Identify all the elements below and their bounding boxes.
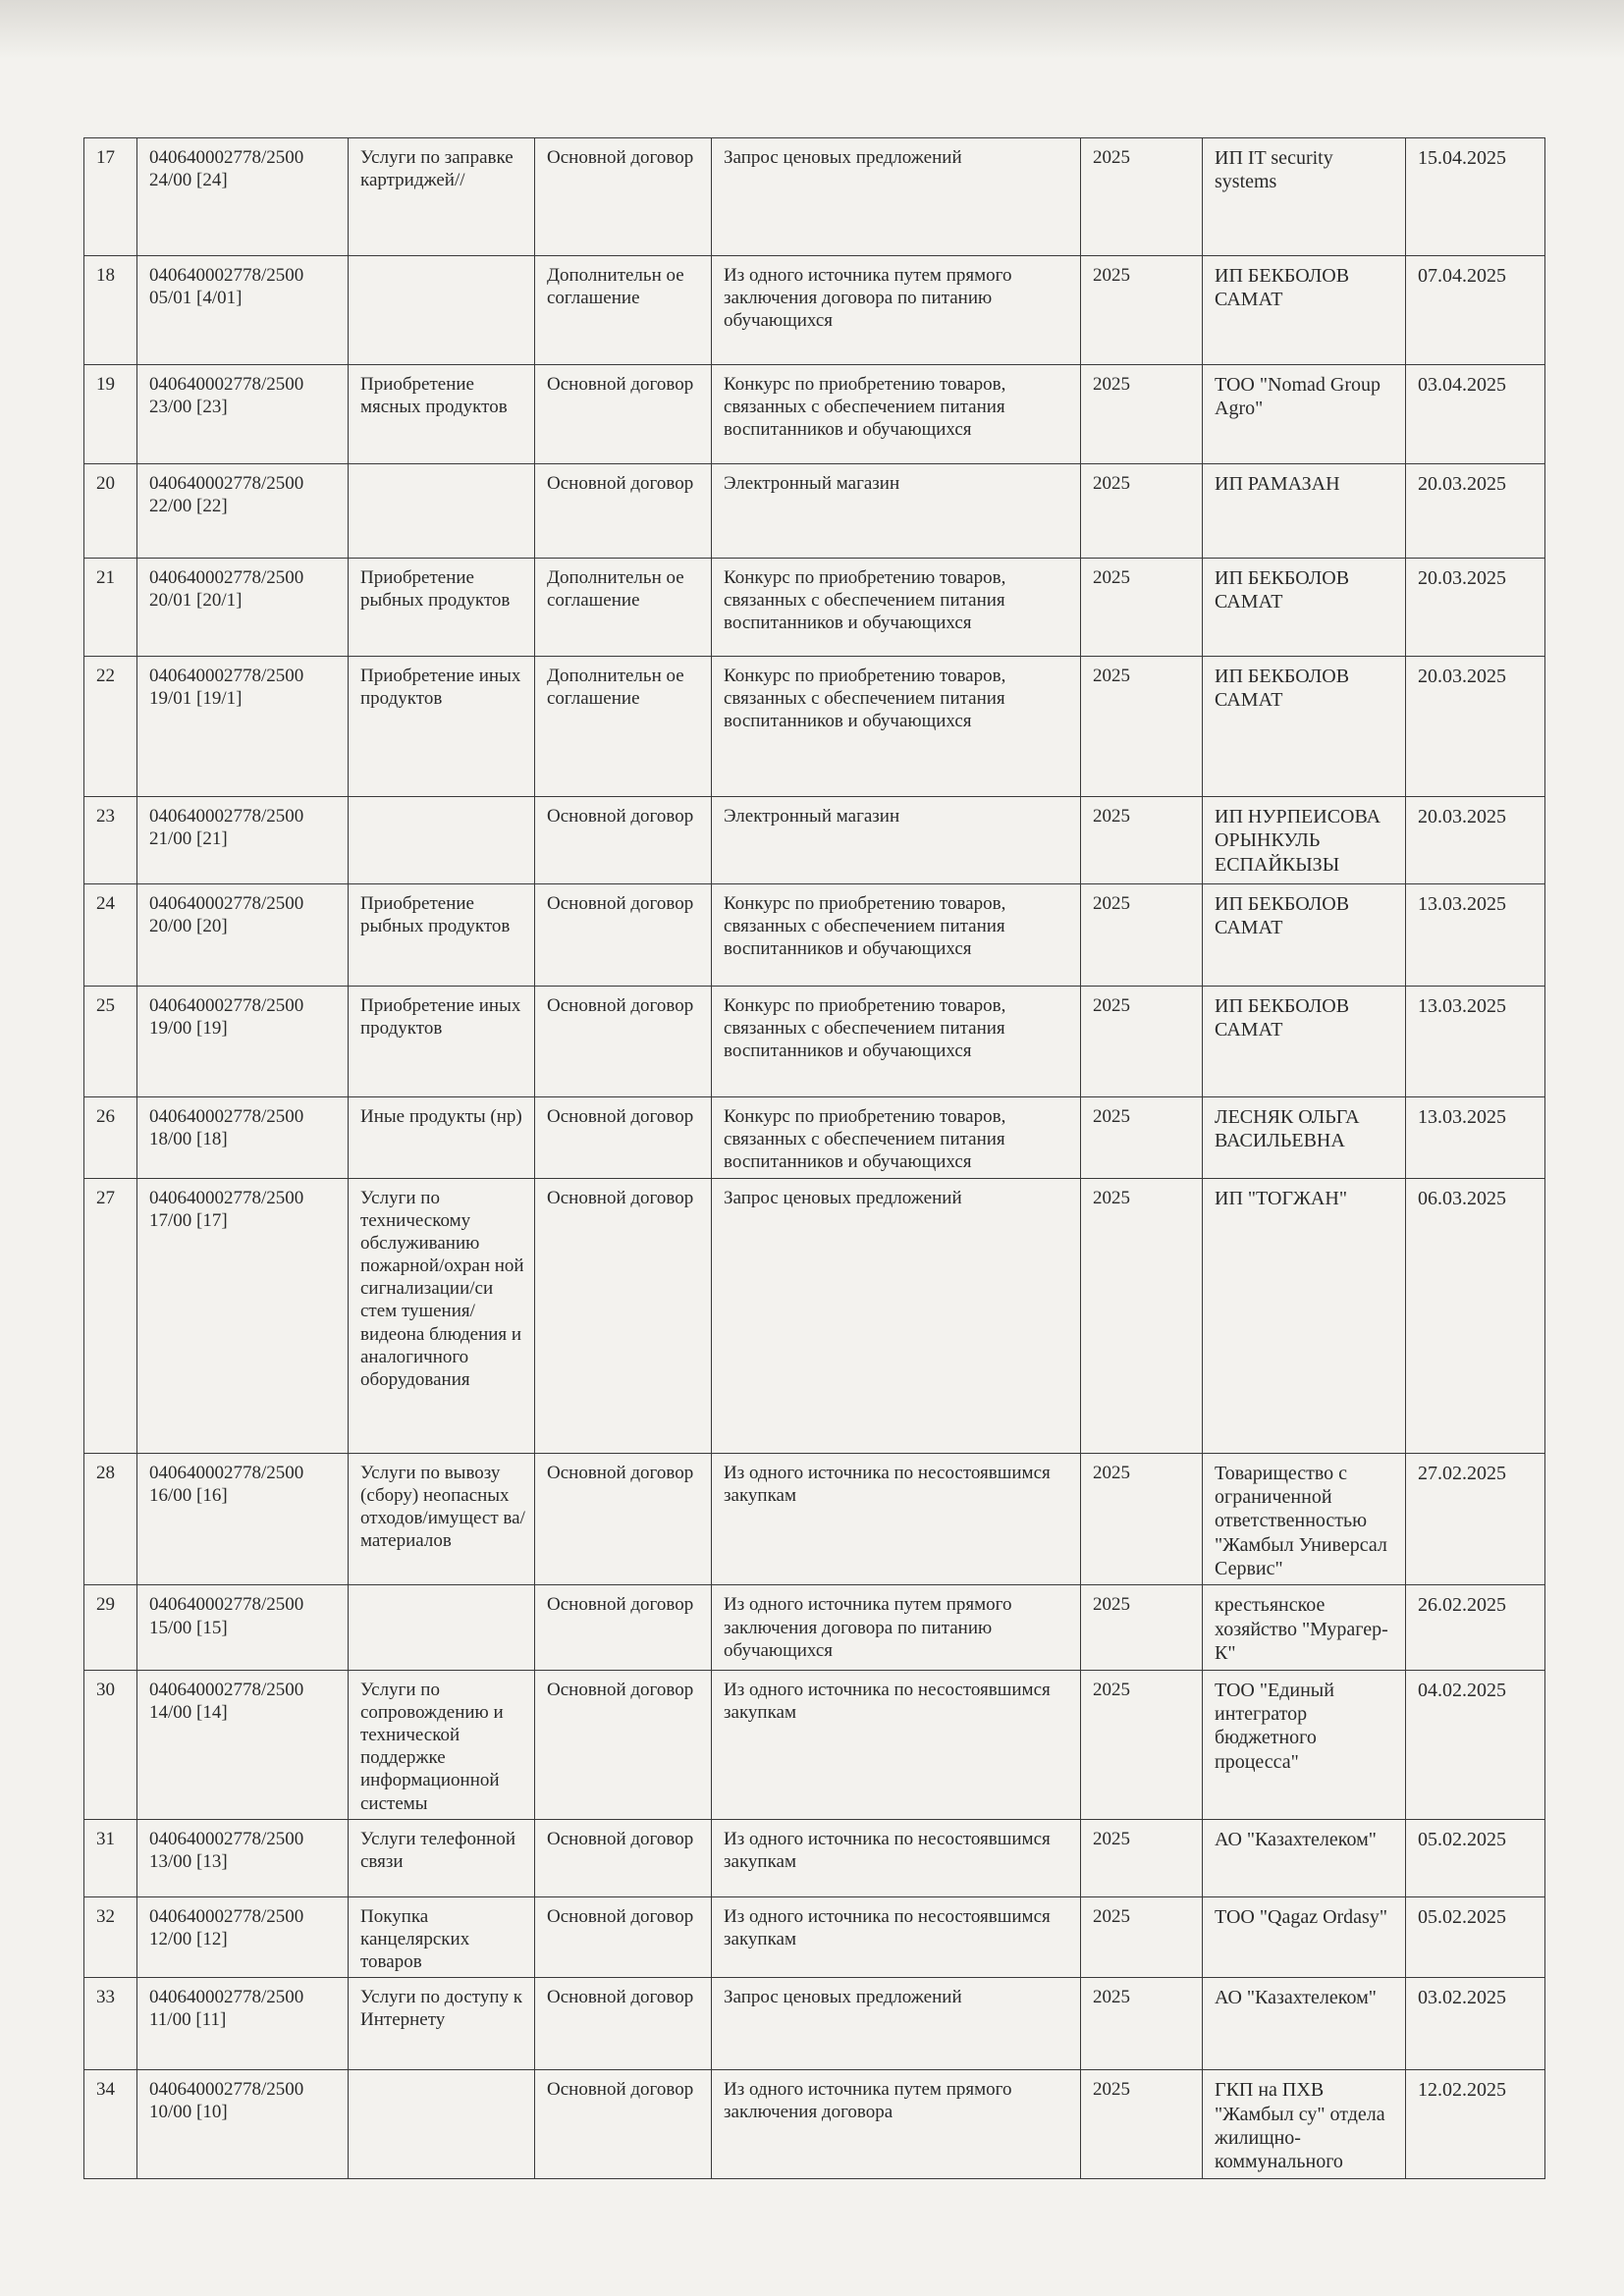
contract-year: 2025 [1081, 365, 1203, 464]
procurement-method: Конкурс по приобретению товаров, связанных с обеспечением питания воспитанников и обучающихся [712, 1097, 1081, 1179]
page-top-edge [0, 0, 1624, 59]
contract-date: 20.03.2025 [1406, 657, 1545, 797]
procurement-method: Электронный магазин [712, 464, 1081, 559]
contract-type: Основной договор [535, 1453, 712, 1585]
procurement-method: Конкурс по приобретению товаров, связанных с обеспечением питания воспитанников и обучающихся [712, 559, 1081, 657]
row-number: 33 [84, 1978, 137, 2070]
contract-date: 12.02.2025 [1406, 2070, 1545, 2179]
purchase-subject: Услуги по вывозу (сбору) неопасных отходов/имущест ва/материалов [349, 1453, 535, 1585]
contract-date: 20.03.2025 [1406, 797, 1545, 884]
contract-year: 2025 [1081, 1097, 1203, 1179]
supplier-name: ИП БЕКБОЛОВ САМАТ [1203, 559, 1406, 657]
supplier-name: ЛЕСНЯК ОЛЬГА ВАСИЛЬЕВНА [1203, 1097, 1406, 1179]
row-number: 29 [84, 1585, 137, 1670]
contract-date: 13.03.2025 [1406, 884, 1545, 987]
registration-number: 040640002778/2500 14/00 [14] [137, 1670, 349, 1819]
purchase-subject: Услуги по доступу к Интернету [349, 1978, 535, 2070]
supplier-name: ИП РАМАЗАН [1203, 464, 1406, 559]
procurement-method: Запрос ценовых предложений [712, 138, 1081, 256]
row-number: 25 [84, 987, 137, 1097]
registration-number: 040640002778/2500 21/00 [21] [137, 797, 349, 884]
registration-number: 040640002778/2500 05/01 [4/01] [137, 256, 349, 365]
contract-year: 2025 [1081, 1453, 1203, 1585]
contract-date: 06.03.2025 [1406, 1178, 1545, 1453]
contract-year: 2025 [1081, 797, 1203, 884]
contract-year: 2025 [1081, 1585, 1203, 1670]
row-number: 22 [84, 657, 137, 797]
registration-number: 040640002778/2500 11/00 [11] [137, 1978, 349, 2070]
supplier-name: ТОО "Qagaz Ordasy" [1203, 1896, 1406, 1978]
purchase-subject: Иные продукты (нр) [349, 1097, 535, 1179]
supplier-name: крестьянское хозяйство "Мурагер-К" [1203, 1585, 1406, 1670]
purchase-subject: Приобретение иных продуктов [349, 657, 535, 797]
contract-date: 05.02.2025 [1406, 1819, 1545, 1896]
contract-year: 2025 [1081, 559, 1203, 657]
registration-number: 040640002778/2500 18/00 [18] [137, 1097, 349, 1179]
contract-type: Дополнительн ое соглашение [535, 657, 712, 797]
table-row [84, 987, 1545, 1097]
supplier-name: ИП БЕКБОЛОВ САМАТ [1203, 256, 1406, 365]
purchase-subject: Услуги по заправке картриджей// [349, 138, 535, 256]
supplier-name: Товарищество с ограниченной ответственностью "Жамбыл Универсал Сервис" [1203, 1453, 1406, 1585]
contract-type: Дополнительн ое соглашение [535, 256, 712, 365]
supplier-name: ИП IT security systems [1203, 138, 1406, 256]
table-row [84, 884, 1545, 987]
contract-date: 04.02.2025 [1406, 1670, 1545, 1819]
procurement-method: Из одного источника по несостоявшимся закупкам [712, 1896, 1081, 1978]
contract-date: 13.03.2025 [1406, 987, 1545, 1097]
contract-type: Основной договор [535, 365, 712, 464]
supplier-name: ТОО "Nomad Group Agro" [1203, 365, 1406, 464]
contract-type: Основной договор [535, 1670, 712, 1819]
registration-number: 040640002778/2500 23/00 [23] [137, 365, 349, 464]
row-number: 26 [84, 1097, 137, 1179]
contract-date: 20.03.2025 [1406, 464, 1545, 559]
procurement-method: Конкурс по приобретению товаров, связанных с обеспечением питания воспитанников и обучающихся [712, 884, 1081, 987]
contract-year: 2025 [1081, 2070, 1203, 2179]
table-row [84, 797, 1545, 884]
contract-date: 27.02.2025 [1406, 1453, 1545, 1585]
purchase-subject [349, 256, 535, 365]
registration-number: 040640002778/2500 19/00 [19] [137, 987, 349, 1097]
procurement-method: Конкурс по приобретению товаров, связанных с обеспечением питания воспитанников и обучающихся [712, 987, 1081, 1097]
supplier-name: ИП НУРПЕИСОВА ОРЫНКУЛЬ ЕСПАЙКЫЗЫ [1203, 797, 1406, 884]
purchase-subject: Приобретение иных продуктов [349, 987, 535, 1097]
contract-type: Основной договор [535, 1896, 712, 1978]
registration-number: 040640002778/2500 16/00 [16] [137, 1453, 349, 1585]
table-row [84, 2070, 1545, 2179]
table-row [84, 256, 1545, 365]
row-number: 20 [84, 464, 137, 559]
contract-type: Основной договор [535, 1585, 712, 1670]
registration-number: 040640002778/2500 15/00 [15] [137, 1585, 349, 1670]
contract-year: 2025 [1081, 1819, 1203, 1896]
purchase-subject: Приобретение рыбных продуктов [349, 559, 535, 657]
row-number: 31 [84, 1819, 137, 1896]
procurement-method: Из одного источника по несостоявшимся закупкам [712, 1670, 1081, 1819]
contract-type: Основной договор [535, 1819, 712, 1896]
supplier-name: ИП БЕКБОЛОВ САМАТ [1203, 987, 1406, 1097]
contract-type: Основной договор [535, 138, 712, 256]
contract-year: 2025 [1081, 657, 1203, 797]
contract-year: 2025 [1081, 1178, 1203, 1453]
contract-date: 05.02.2025 [1406, 1896, 1545, 1978]
registration-number: 040640002778/2500 20/01 [20/1] [137, 559, 349, 657]
row-number: 21 [84, 559, 137, 657]
row-number: 27 [84, 1178, 137, 1453]
contract-date: 03.04.2025 [1406, 365, 1545, 464]
procurement-method: Конкурс по приобретению товаров, связанных с обеспечением питания воспитанников и обучающихся [712, 365, 1081, 464]
contract-date: 26.02.2025 [1406, 1585, 1545, 1670]
row-number: 18 [84, 256, 137, 365]
contract-year: 2025 [1081, 138, 1203, 256]
contract-date: 20.03.2025 [1406, 559, 1545, 657]
table-row [84, 1097, 1545, 1179]
table-row [84, 1896, 1545, 1978]
procurement-method: Из одного источника путем прямого заключения договора по питанию обучающихся [712, 256, 1081, 365]
purchase-subject: Услуги телефонной связи [349, 1819, 535, 1896]
purchase-subject: Услуги по сопровождению и технической поддержке информационной системы [349, 1670, 535, 1819]
contract-date: 15.04.2025 [1406, 138, 1545, 256]
row-number: 17 [84, 138, 137, 256]
registration-number: 040640002778/2500 12/00 [12] [137, 1896, 349, 1978]
table-row [84, 138, 1545, 256]
row-number: 23 [84, 797, 137, 884]
supplier-name: ИП БЕКБОЛОВ САМАТ [1203, 884, 1406, 987]
contract-type: Дополнительн ое соглашение [535, 559, 712, 657]
contract-date: 13.03.2025 [1406, 1097, 1545, 1179]
table-row [84, 1819, 1545, 1896]
supplier-name: ТОО "Единый интегратор бюджетного процесса" [1203, 1670, 1406, 1819]
contract-type: Основной договор [535, 797, 712, 884]
registration-number: 040640002778/2500 20/00 [20] [137, 884, 349, 987]
table-body [84, 138, 1545, 2179]
table-row [84, 1585, 1545, 1670]
table-row [84, 1670, 1545, 1819]
contract-type: Основной договор [535, 2070, 712, 2179]
contract-type: Основной договор [535, 884, 712, 987]
table-row [84, 464, 1545, 559]
procurement-method: Электронный магазин [712, 797, 1081, 884]
registration-number: 040640002778/2500 10/00 [10] [137, 2070, 349, 2179]
row-number: 34 [84, 2070, 137, 2179]
registration-number: 040640002778/2500 24/00 [24] [137, 138, 349, 256]
contract-year: 2025 [1081, 464, 1203, 559]
table-row [84, 559, 1545, 657]
purchase-subject: Услуги по техническому обслуживанию пожарной/охран ной сигнализации/си стем тушения/видеона блюдения и аналогичного оборудования [349, 1178, 535, 1453]
supplier-name: ГКП на ПХВ "Жамбыл су" отдела жилищно-коммунального [1203, 2070, 1406, 2179]
procurement-method: Из одного источника по несостоявшимся закупкам [712, 1453, 1081, 1585]
row-number: 32 [84, 1896, 137, 1978]
purchase-subject: Приобретение мясных продуктов [349, 365, 535, 464]
contract-year: 2025 [1081, 1978, 1203, 2070]
procurement-method: Из одного источника путем прямого заключения договора [712, 2070, 1081, 2179]
contract-type: Основной договор [535, 1178, 712, 1453]
supplier-name: ИП "ТОГЖАН" [1203, 1178, 1406, 1453]
supplier-name: АО "Казахтелеком" [1203, 1978, 1406, 2070]
procurement-method: Запрос ценовых предложений [712, 1178, 1081, 1453]
registration-number: 040640002778/2500 22/00 [22] [137, 464, 349, 559]
row-number: 19 [84, 365, 137, 464]
contracts-table [83, 137, 1545, 2179]
row-number: 30 [84, 1670, 137, 1819]
purchase-subject [349, 797, 535, 884]
contract-year: 2025 [1081, 884, 1203, 987]
table-row [84, 1453, 1545, 1585]
procurement-method: Конкурс по приобретению товаров, связанных с обеспечением питания воспитанников и обучающихся [712, 657, 1081, 797]
contract-type: Основной договор [535, 987, 712, 1097]
purchase-subject [349, 464, 535, 559]
supplier-name: ИП БЕКБОЛОВ САМАТ [1203, 657, 1406, 797]
purchase-subject: Приобретение рыбных продуктов [349, 884, 535, 987]
contract-year: 2025 [1081, 1670, 1203, 1819]
supplier-name: АО "Казахтелеком" [1203, 1819, 1406, 1896]
contract-type: Основной договор [535, 1097, 712, 1179]
procurement-method: Из одного источника путем прямого заключения договора по питанию обучающихся [712, 1585, 1081, 1670]
registration-number: 040640002778/2500 13/00 [13] [137, 1819, 349, 1896]
contract-type: Основной договор [535, 464, 712, 559]
purchase-subject [349, 2070, 535, 2179]
purchase-subject [349, 1585, 535, 1670]
table-row [84, 657, 1545, 797]
procurement-method: Запрос ценовых предложений [712, 1978, 1081, 2070]
row-number: 24 [84, 884, 137, 987]
contract-year: 2025 [1081, 987, 1203, 1097]
contract-date: 07.04.2025 [1406, 256, 1545, 365]
table-row [84, 1178, 1545, 1453]
purchase-subject: Покупка канцелярских товаров [349, 1896, 535, 1978]
registration-number: 040640002778/2500 17/00 [17] [137, 1178, 349, 1453]
procurement-method: Из одного источника по несостоявшимся закупкам [712, 1819, 1081, 1896]
contract-date: 03.02.2025 [1406, 1978, 1545, 2070]
contract-type: Основной договор [535, 1978, 712, 2070]
registration-number: 040640002778/2500 19/01 [19/1] [137, 657, 349, 797]
row-number: 28 [84, 1453, 137, 1585]
table-row [84, 1978, 1545, 2070]
table-row [84, 365, 1545, 464]
contract-year: 2025 [1081, 1896, 1203, 1978]
contract-year: 2025 [1081, 256, 1203, 365]
